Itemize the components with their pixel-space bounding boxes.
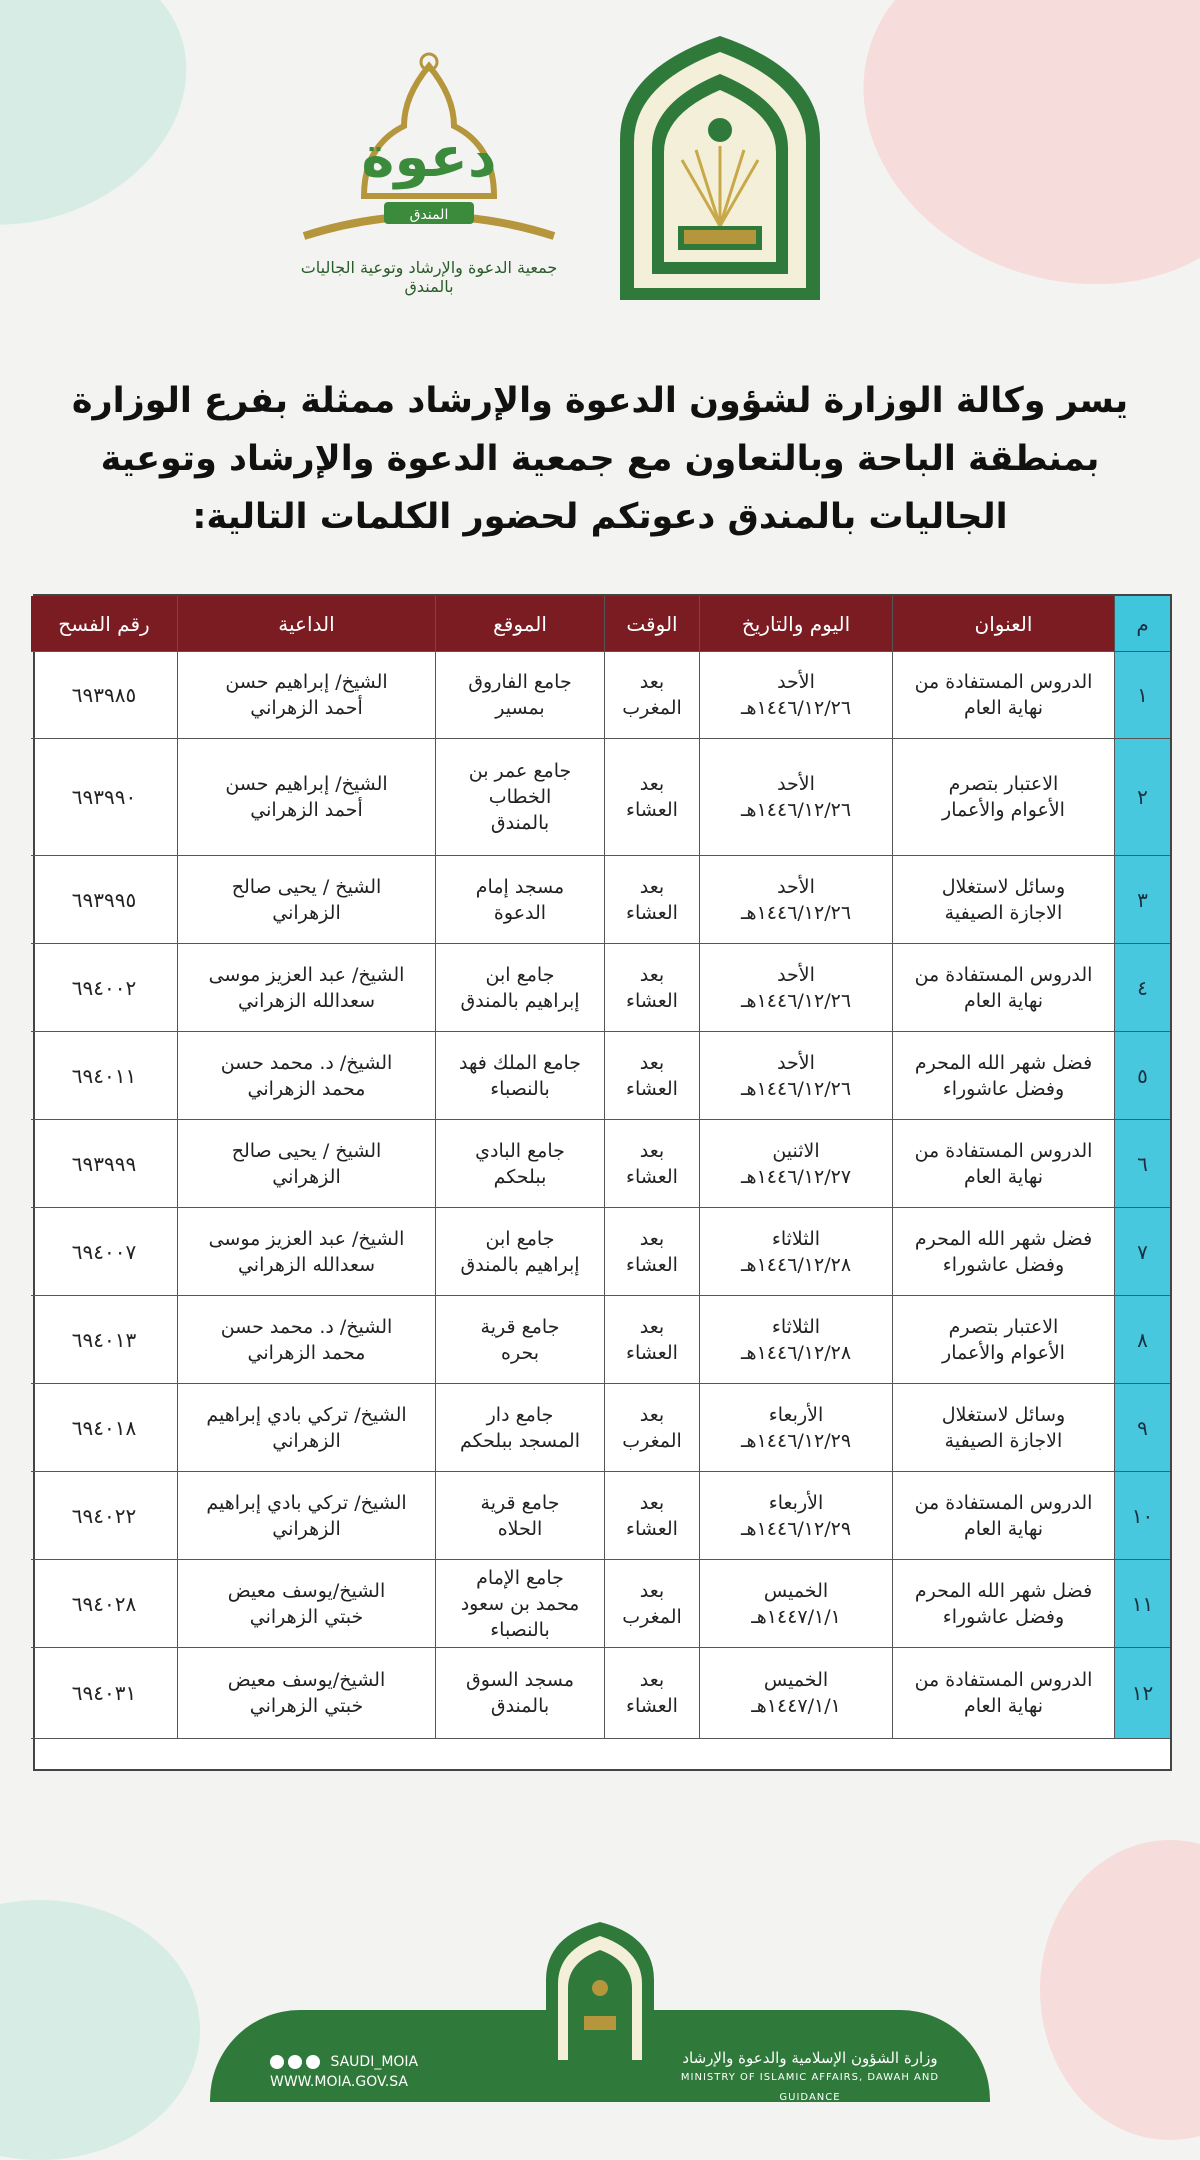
youtube-icon[interactable] bbox=[306, 2055, 320, 2069]
footer-contact bbox=[270, 2052, 530, 2092]
svg-text:المندق: المندق bbox=[409, 207, 449, 223]
lecture-location: جامع عمر بن الخطاب بالمندق bbox=[435, 739, 604, 856]
header-index: م bbox=[1114, 596, 1170, 652]
permit-number: ٦٩٣٩٩٠ bbox=[31, 739, 177, 856]
permit-number: ٦٩٤٠١١ bbox=[31, 1032, 177, 1120]
lecture-date: الخميس ١٤٤٧/١/١هـ bbox=[699, 1560, 892, 1648]
preacher-name: الشيخ/ تركي بادي إبراهيم الزهراني bbox=[177, 1472, 435, 1560]
lecture-location: جامع الفاروق بمسير bbox=[435, 652, 604, 739]
header-location: الموقع bbox=[435, 596, 604, 652]
twitter-icon[interactable] bbox=[270, 2055, 284, 2069]
lecture-date: الأحد ١٤٤٦/١٢/٢٦هـ bbox=[699, 739, 892, 856]
permit-number: ٦٩٤٠١٨ bbox=[31, 1384, 177, 1472]
lecture-time: بعد العشاء bbox=[604, 856, 699, 944]
row-index: ٣ bbox=[1114, 856, 1170, 944]
lecture-location: مسجد إمام الدعوة bbox=[435, 856, 604, 944]
lecture-date: الأحد ١٤٤٦/١٢/٢٦هـ bbox=[699, 944, 892, 1032]
permit-number: ٦٩٤٠٣١ bbox=[31, 1648, 177, 1739]
announcement-line: الجاليات بالمندق دعوتكم لحضور الكلمات التالية: bbox=[192, 497, 1008, 537]
lecture-time: بعد العشاء bbox=[604, 739, 699, 856]
footer-ministry-en: MINISTRY OF ISLAMIC AFFAIRS, DAWAH AND GUIDANCE bbox=[680, 2072, 940, 2103]
footer-ministry bbox=[660, 2048, 960, 2108]
dawa-caption: جمعية الدعوة والإرشاد وتوعية الجاليات بالمندق bbox=[300, 258, 558, 296]
bg-shape bbox=[1040, 1840, 1200, 2140]
header-time: الوقت bbox=[604, 596, 699, 652]
preacher-name: الشيخ/ د. محمد حسن محمد الزهراني bbox=[177, 1296, 435, 1384]
permit-number: ٦٩٤٠٢٨ bbox=[31, 1560, 177, 1648]
lecture-date: الأحد ١٤٤٦/١٢/٢٦هـ bbox=[699, 652, 892, 739]
permit-number: ٦٩٤٠٠٧ bbox=[31, 1208, 177, 1296]
lecture-title: الدروس المستفادة من نهاية العام bbox=[892, 652, 1114, 739]
lecture-title: الدروس المستفادة من نهاية العام bbox=[892, 1648, 1114, 1739]
lecture-time: بعد المغرب bbox=[604, 1384, 699, 1472]
preacher-name: الشيخ/ إبراهيم حسن أحمد الزهراني bbox=[177, 652, 435, 739]
permit-number: ٦٩٤٠٠٢ bbox=[31, 944, 177, 1032]
lecture-date: الأحد ١٤٤٦/١٢/٢٦هـ bbox=[699, 1032, 892, 1120]
lecture-date: الخميس ١٤٤٧/١/١هـ bbox=[699, 1648, 892, 1739]
lecture-time: بعد العشاء bbox=[604, 1648, 699, 1739]
lecture-location: جامع ابن إبراهيم بالمندق bbox=[435, 1208, 604, 1296]
row-index: ١ bbox=[1114, 652, 1170, 739]
permit-number: ٦٩٣٩٩٩ bbox=[31, 1120, 177, 1208]
footer-ministry-ar: وزارة الشؤون الإسلامية والدعوة والإرشاد bbox=[682, 2049, 938, 2067]
header-date: اليوم والتاريخ bbox=[699, 596, 892, 652]
lecture-location: جامع البادي ببلحكم bbox=[435, 1120, 604, 1208]
dawa-logo bbox=[284, 46, 574, 296]
lecture-title: وسائل لاستغلال الاجازة الصيفية bbox=[892, 856, 1114, 944]
row-index: ٥ bbox=[1114, 1032, 1170, 1120]
header-preacher: الداعية bbox=[177, 596, 435, 652]
announcement-text bbox=[60, 372, 1140, 546]
social-handle[interactable]: SAUDI_MOIA bbox=[330, 2054, 419, 2070]
row-index: ٧ bbox=[1114, 1208, 1170, 1296]
lecture-title: فضل شهر الله المحرم وفضل عاشوراء bbox=[892, 1208, 1114, 1296]
lecture-location: جامع قرية بحره bbox=[435, 1296, 604, 1384]
announcement-line: يسر وكالة الوزارة لشؤون الدعوة والإرشاد ممثلة بفرع الوزارة bbox=[71, 381, 1129, 421]
lecture-title: فضل شهر الله المحرم وفضل عاشوراء bbox=[892, 1560, 1114, 1648]
lecture-title: الاعتبار بتصرم الأعوام والأعمار bbox=[892, 1296, 1114, 1384]
lecture-date: الاثنين ١٤٤٦/١٢/٢٧هـ bbox=[699, 1120, 892, 1208]
footer-ministry-emblem bbox=[540, 1920, 660, 2060]
row-index: ٤ bbox=[1114, 944, 1170, 1032]
lecture-title: فضل شهر الله المحرم وفضل عاشوراء bbox=[892, 1032, 1114, 1120]
bg-shape bbox=[0, 1900, 200, 2160]
header-title: العنوان bbox=[892, 596, 1114, 652]
dawa-logo-mark bbox=[284, 46, 574, 256]
social-icons bbox=[270, 2055, 320, 2069]
permit-number: ٦٩٤٠١٣ bbox=[31, 1296, 177, 1384]
lecture-time: بعد العشاء bbox=[604, 1120, 699, 1208]
preacher-name: الشيخ/ تركي بادي إبراهيم الزهراني bbox=[177, 1384, 435, 1472]
lecture-title: الدروس المستفادة من نهاية العام bbox=[892, 1472, 1114, 1560]
ministry-emblem bbox=[612, 30, 828, 304]
row-index: ١٢ bbox=[1114, 1648, 1170, 1739]
lectures-table bbox=[33, 594, 1172, 1771]
preacher-name: الشيخ/ عبد العزيز موسى سعدالله الزهراني bbox=[177, 944, 435, 1032]
bg-shape bbox=[0, 0, 225, 269]
lecture-time: بعد المغرب bbox=[604, 1560, 699, 1648]
lecture-date: الأحد ١٤٤٦/١٢/٢٦هـ bbox=[699, 856, 892, 944]
row-index: ٨ bbox=[1114, 1296, 1170, 1384]
preacher-name: الشيخ / يحيى صالح الزهراني bbox=[177, 1120, 435, 1208]
instagram-icon[interactable] bbox=[288, 2055, 302, 2069]
permit-number: ٦٩٣٩٨٥ bbox=[31, 652, 177, 739]
bg-shape bbox=[818, 0, 1200, 337]
website-link[interactable]: WWW.MOIA.GOV.SA bbox=[270, 2074, 408, 2090]
lecture-location: جامع الملك فهد بالنصباء bbox=[435, 1032, 604, 1120]
preacher-name: الشيخ/يوسف معيض خبتي الزهراني bbox=[177, 1560, 435, 1648]
lecture-time: بعد العشاء bbox=[604, 1472, 699, 1560]
lecture-location: جامع قرية الحلاه bbox=[435, 1472, 604, 1560]
lecture-date: الثلاثاء ١٤٤٦/١٢/٢٨هـ bbox=[699, 1296, 892, 1384]
lecture-date: الأربعاء ١٤٤٦/١٢/٢٩هـ bbox=[699, 1472, 892, 1560]
row-index: ١١ bbox=[1114, 1560, 1170, 1648]
preacher-name: الشيخ/ د. محمد حسن محمد الزهراني bbox=[177, 1032, 435, 1120]
lecture-date: الثلاثاء ١٤٤٦/١٢/٢٨هـ bbox=[699, 1208, 892, 1296]
preacher-name: الشيخ/يوسف معيض خبتي الزهراني bbox=[177, 1648, 435, 1739]
lecture-time: بعد المغرب bbox=[604, 652, 699, 739]
permit-number: ٦٩٣٩٩٥ bbox=[31, 856, 177, 944]
lecture-date: الأربعاء ١٤٤٦/١٢/٢٩هـ bbox=[699, 1384, 892, 1472]
row-index: ٩ bbox=[1114, 1384, 1170, 1472]
preacher-name: الشيخ/ عبد العزيز موسى سعدالله الزهراني bbox=[177, 1208, 435, 1296]
preacher-name: الشيخ/ إبراهيم حسن أحمد الزهراني bbox=[177, 739, 435, 856]
lecture-title: وسائل لاستغلال الاجازة الصيفية bbox=[892, 1384, 1114, 1472]
lecture-location: مسجد السوق بالمندق bbox=[435, 1648, 604, 1739]
lecture-time: بعد العشاء bbox=[604, 944, 699, 1032]
lecture-title: الاعتبار بتصرم الأعوام والأعمار bbox=[892, 739, 1114, 856]
lecture-time: بعد العشاء bbox=[604, 1208, 699, 1296]
lecture-title: الدروس المستفادة من نهاية العام bbox=[892, 1120, 1114, 1208]
preacher-name: الشيخ / يحيى صالح الزهراني bbox=[177, 856, 435, 944]
lecture-location: جامع دار المسجد ببلحكم bbox=[435, 1384, 604, 1472]
row-index: ٦ bbox=[1114, 1120, 1170, 1208]
lecture-location: جامع ابن إبراهيم بالمندق bbox=[435, 944, 604, 1032]
lecture-location: جامع الإمام محمد بن سعود بالنصباء bbox=[435, 1560, 604, 1648]
header-permit: رقم الفسح bbox=[31, 596, 177, 652]
lecture-time: بعد العشاء bbox=[604, 1296, 699, 1384]
row-index: ١٠ bbox=[1114, 1472, 1170, 1560]
lecture-title: الدروس المستفادة من نهاية العام bbox=[892, 944, 1114, 1032]
announcement-line: بمنطقة الباحة وبالتعاون مع جمعية الدعوة والإرشاد وتوعية bbox=[100, 439, 1100, 479]
row-index: ٢ bbox=[1114, 739, 1170, 856]
svg-text:دعوة: دعوة bbox=[361, 125, 497, 190]
permit-number: ٦٩٤٠٢٢ bbox=[31, 1472, 177, 1560]
lecture-time: بعد العشاء bbox=[604, 1032, 699, 1120]
